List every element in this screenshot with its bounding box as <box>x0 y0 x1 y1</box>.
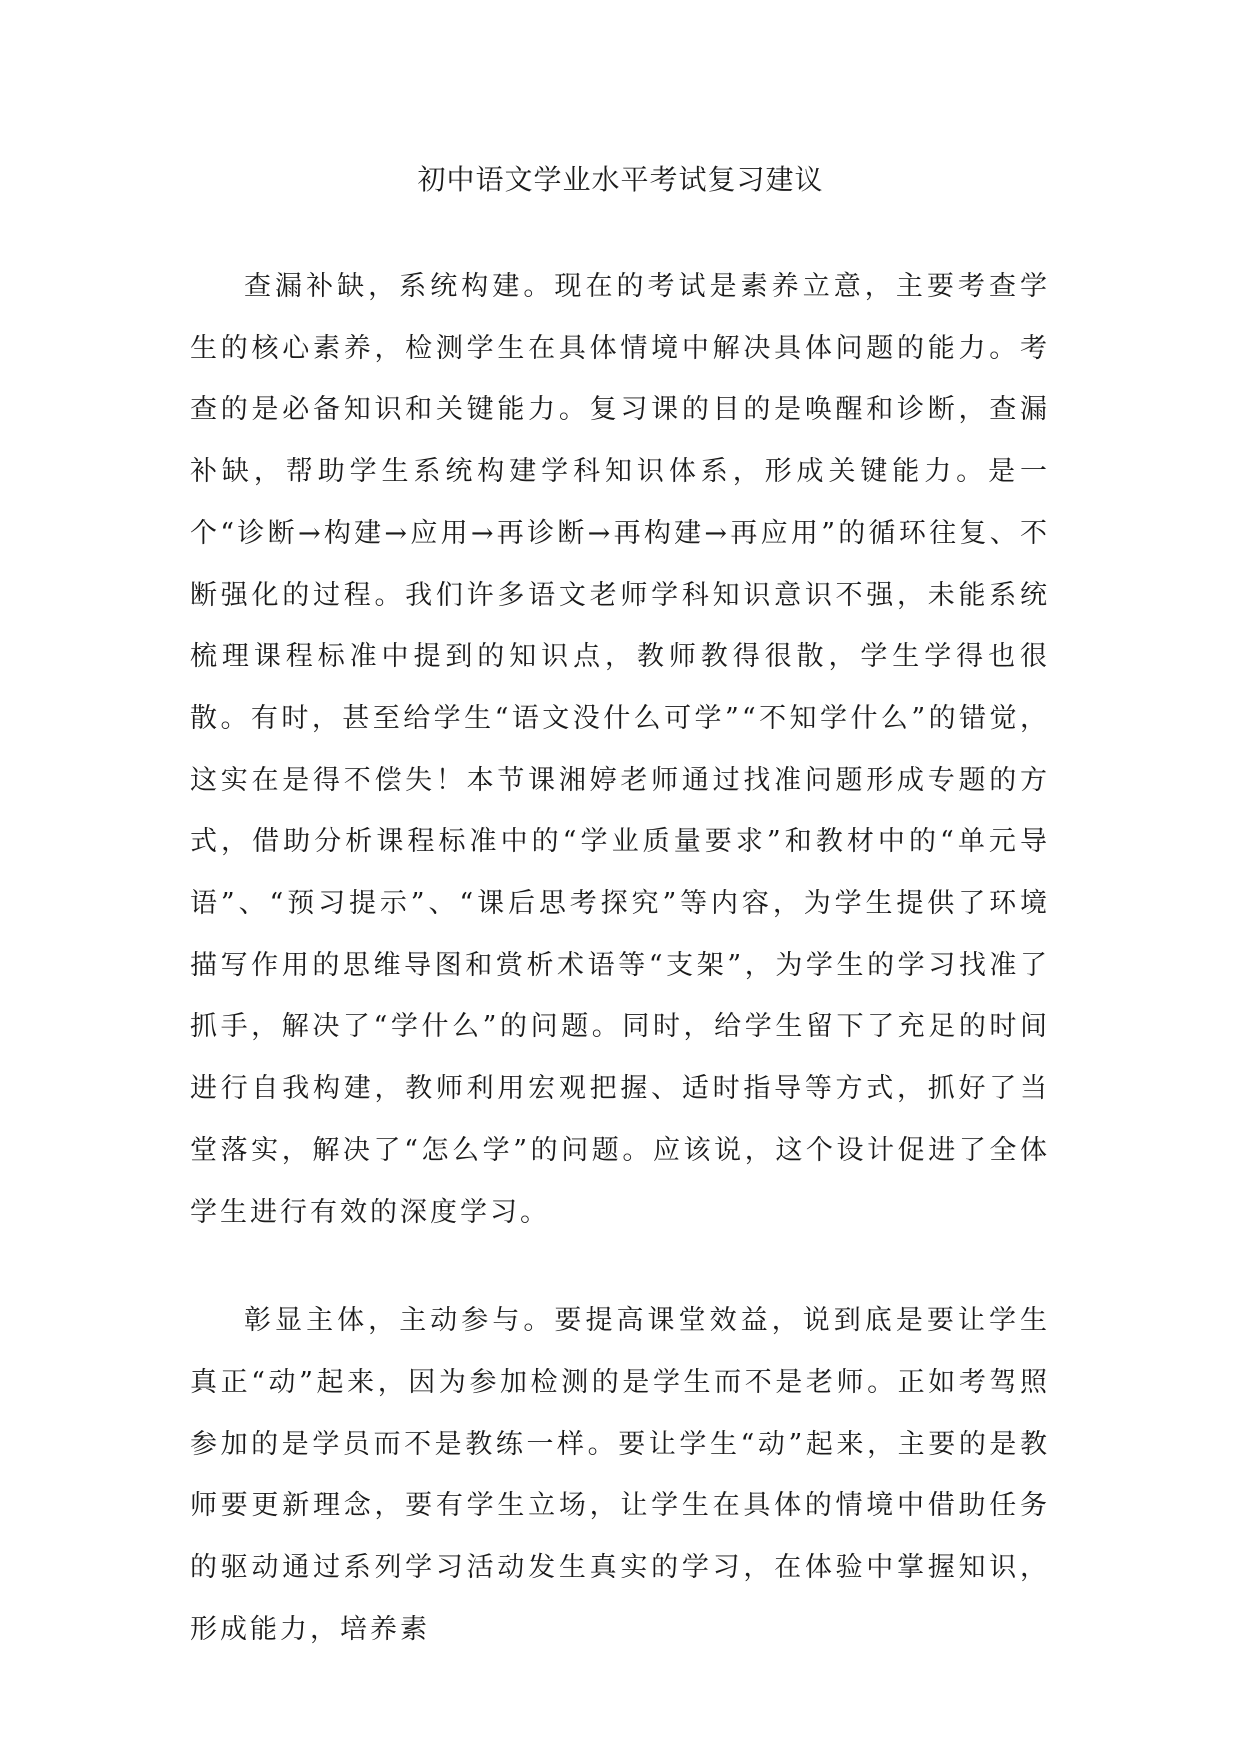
document-body <box>190 256 1050 1660</box>
document-title: 初中语文学业水平考试复习建议 <box>417 163 824 196</box>
paragraph: 彰显主体，主动参与。要提高课堂效益，说到底是要让学生真正“动”起来，因为参加检测的是学生而不是老师。正如考驾照参加的是学员而不是教练一样。要让学生“动”起来，主要的是教师要更新理念，要有学生立场，让学生在具体的情境中借助任务的驱动通过系列学习活动发生真实的学习，在体验中掌握知识，形成能力，培养素 <box>190 1305 1050 1645</box>
paragraph: 查漏补缺，系统构建。现在的考试是素养立意，主要考查学生的核心素养，检测学生在具体情境中解决具体问题的能力。考查的是必备知识和关键能力。复习课的目的是唤醒和诊断，查漏补缺，帮助学生系统构建学科知识体系，形成关键能力。是一个“诊断→构建→应用→再诊断→再构建→再应用”的循环往复、不断强化的过程。我们许多语文老师学科知识意识不强，未能系统梳理课程标准中提到的知识点，教师教得很散，学生学得也很散。有时，甚至给学生“语文没什么可学”“不知学什么”的错觉，这实在是得不偿失！本节课湘婷老师通过找准问题形成专题的方式，借助分析课程标准中的“学业质量要求”和教材中的“单元导语”、“预习提示”、“课后思考探究”等内容，为学生提供了环境描写作用的思维导图和赏析术语等“支架”，为学生的学习找准了抓手，解决了“学什么”的问题。同时，给学生留下了充足的时间进行自我构建，教师利用宏观把握、适时指导等方式，抓好了当堂落实，解决了“怎么学”的问题。应该说，这个设计促进了全体学生进行有效的深度学习。 <box>190 271 1050 1228</box>
